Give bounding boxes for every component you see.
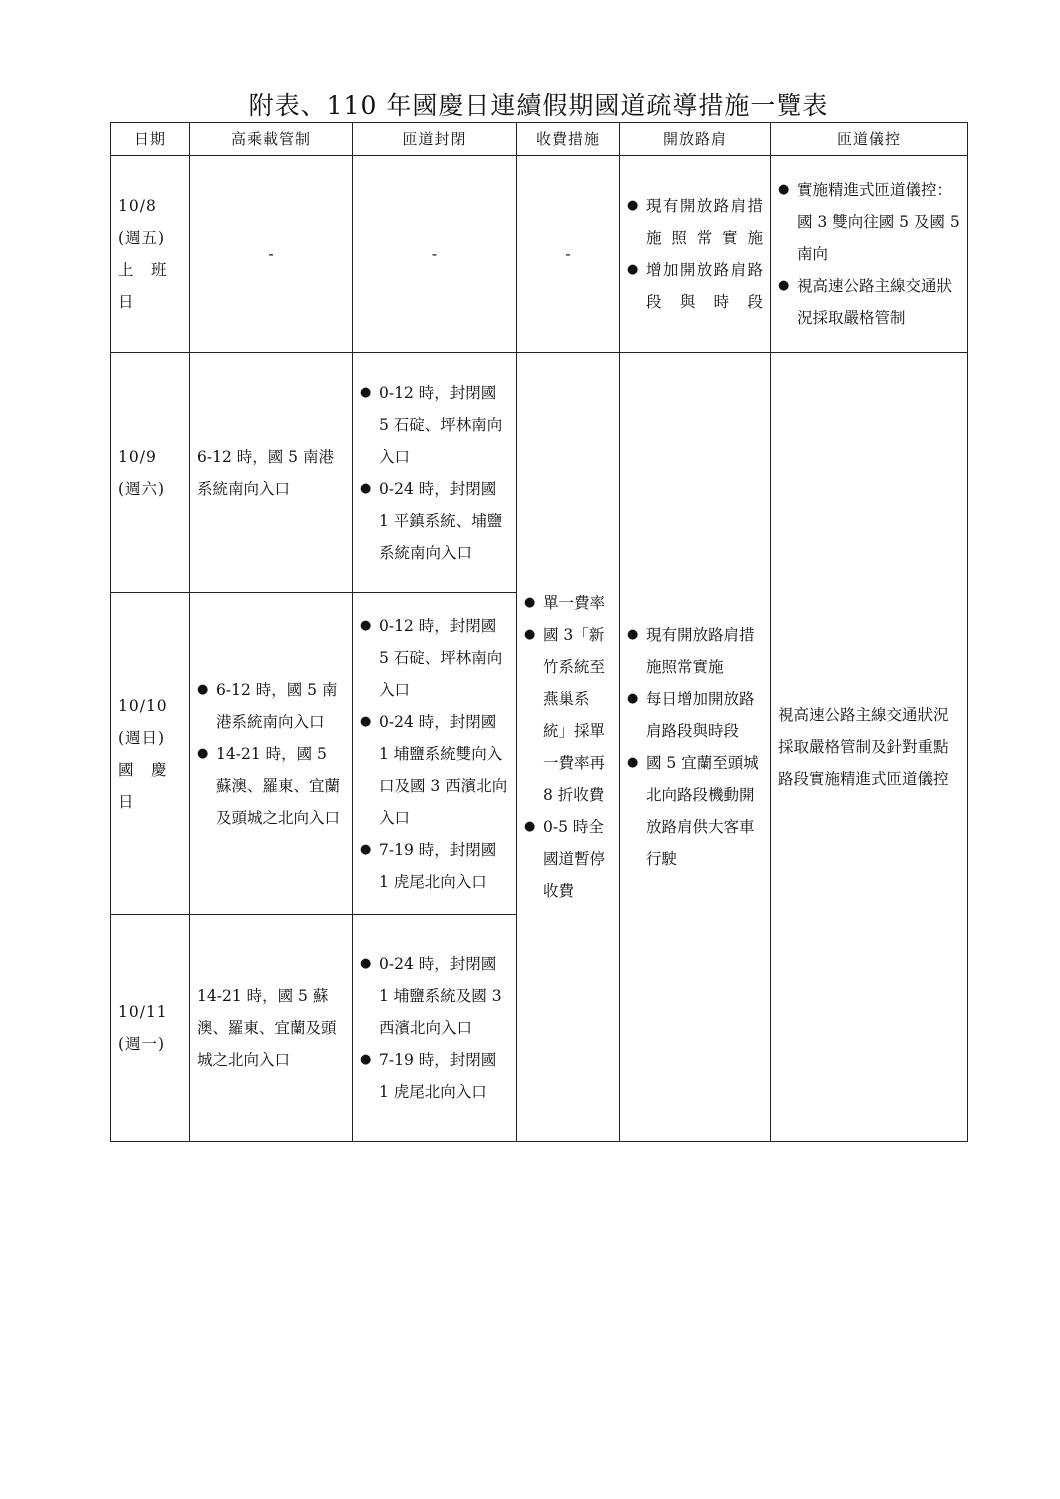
list-item: ● 14-21 時，國 5 蘇澳、羅東、宜蘭及頭城之北向入口 [197,738,345,834]
hov-cell: 6-12 時，國 5 南港系統南向入口 [190,353,353,593]
toll-merged-cell [517,353,620,1142]
header-row [111,123,968,156]
header-hov: 高乘載管制 [190,123,353,156]
list-item: ● 0-24 時，封閉國 1 埔鹽系統及國 3 西濱北向入口 [360,948,509,1044]
list-item: ● 國 3「新竹系統至燕巢系統」採單一費率再 8 折收費 [524,619,612,811]
list-item: ● 0-24 時，封閉國 1 埔鹽系統雙向入口及國 3 西濱北向入口 [360,706,509,834]
list-item: ● 單一費率 [524,587,612,619]
toll-cell: - [517,156,620,353]
list-item: ● 0-12 時，封閉國 5 石碇、坪林南向入口 [360,377,509,473]
header-toll: 收費措施 [517,123,620,156]
header-ramp-closure: 匝道封閉 [353,123,517,156]
date-cell: 10/10 (週日) 國 慶 日 [111,593,190,915]
list-item: ● 7-19 時，封閉國 1 虎尾北向入口 [360,1044,509,1108]
date-cell: 10/9 (週六) [111,353,190,593]
metering-cell [771,156,968,353]
hov-cell: - [190,156,353,353]
date-cell: 10/8 (週五) 上 班 日 [111,156,190,353]
table-row [111,353,968,593]
header-shoulder: 開放路肩 [620,123,771,156]
hov-cell [190,593,353,915]
list-item: ● 現有開放路肩措施照常實施 [627,190,763,254]
list-item: ● 6-12 時，國 5 南港系統南向入口 [197,674,345,738]
ramp-cell: - [353,156,517,353]
hov-cell: 14-21 時，國 5 蘇澳、羅東、宜蘭及頭城之北向入口 [190,915,353,1142]
list-item: ● 國 5 宜蘭至頭城北向路段機動開放路肩供大客車行駛 [627,747,763,875]
list-item: ● 實施精進式匝道儀控：國 3 雙向往國 5 及國 5 南向 [778,174,960,270]
list-item: ● 每日增加開放路肩路段與時段 [627,683,763,747]
ramp-cell [353,593,517,915]
measures-table [110,122,968,1142]
list-item: ● 0-24 時，封閉國 1 平鎮系統、埔鹽系統南向入口 [360,473,509,569]
header-date: 日期 [111,123,190,156]
date-cell: 10/11 (週一) [111,915,190,1142]
list-item: ● 增加開放路肩路段與時段 [627,254,763,318]
list-item: ● 現有開放路肩措施照常實施 [627,619,763,683]
header-metering: 匝道儀控 [771,123,968,156]
page-title: 附表、110 年國慶日連續假期國道疏導措施一覽表 [248,91,829,120]
ramp-cell [353,353,517,593]
list-item: ● 視高速公路主線交通狀況採取嚴格管制 [778,270,960,334]
shoulder-cell [620,156,771,353]
metering-merged-cell: 視高速公路主線交通狀況採取嚴格管制及針對重點路段實施精進式匝道儀控 [771,353,968,1142]
list-item: ● 0-5 時全國道暫停收費 [524,811,612,907]
table-row [111,156,968,353]
shoulder-merged-cell [620,353,771,1142]
ramp-cell [353,915,517,1142]
list-item: ● 0-12 時，封閉國 5 石碇、坪林南向入口 [360,610,509,706]
list-item: ● 7-19 時，封閉國 1 虎尾北向入口 [360,834,509,898]
